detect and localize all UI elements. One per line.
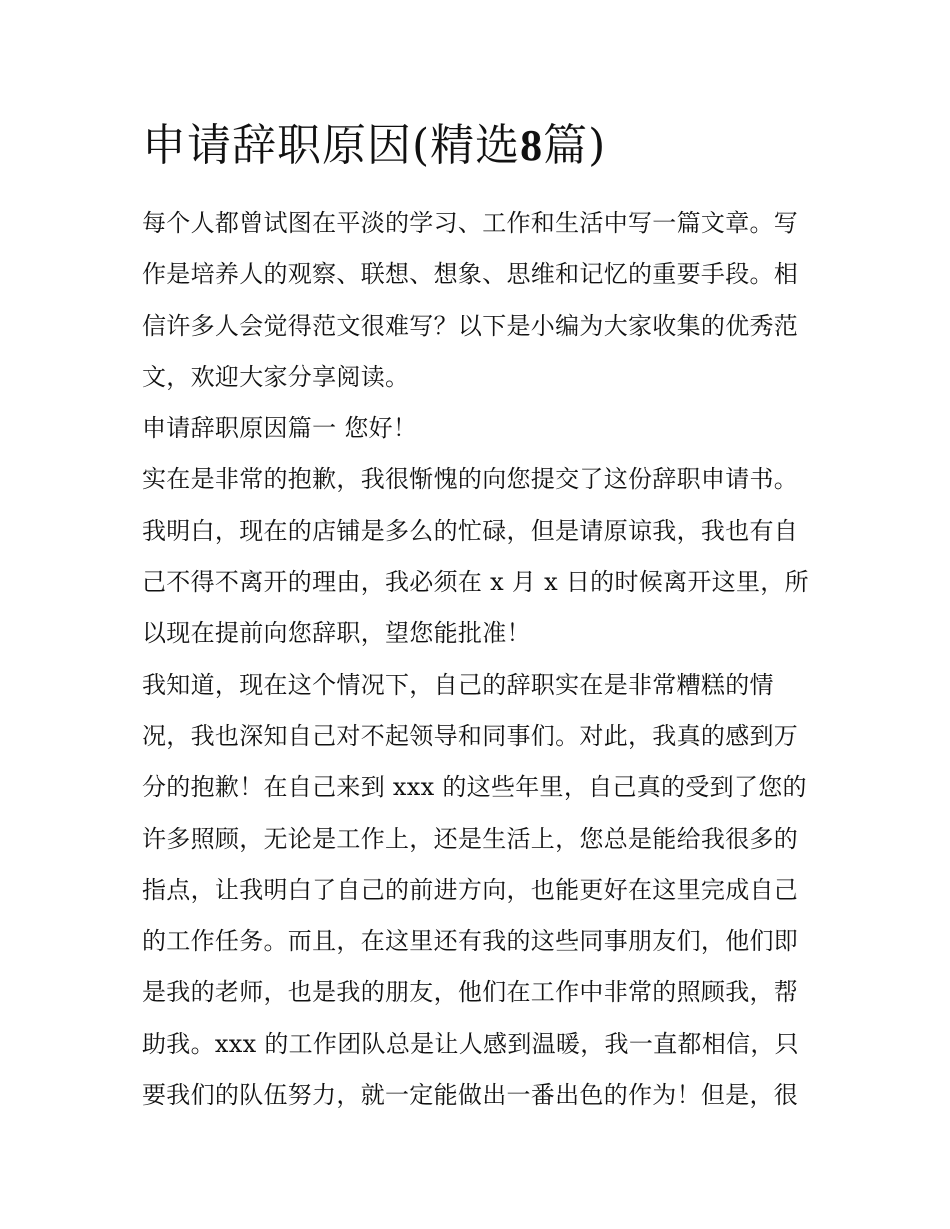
text-line: 作是培养人的观察、联想、想象、思维和记忆的重要手段。相 <box>142 260 799 289</box>
text-line: 文，欢迎大家分享阅读。 <box>142 362 410 391</box>
text-line: 我明白，现在的店铺是多么的忙碌，但是请原谅我，我也有自 <box>142 516 799 545</box>
document-body <box>142 198 822 1121</box>
text-line: 的工作任务。而且，在这里还有我的这些同事朋友们，他们即 <box>142 927 799 956</box>
text-line: 我知道，现在这个情况下，自己的辞职实在是非常糟糕的情 <box>142 670 774 699</box>
text-line: 许多照顾，无论是工作上，还是生活上，您总是能给我很多的 <box>142 824 799 853</box>
section-heading: 申请辞职原因篇一 您好！ <box>142 414 418 443</box>
text-line: 每个人都曾试图在平淡的学习、工作和生活中写一篇文章。写 <box>142 209 799 237</box>
text-line: 助我。xxx 的工作团队总是让人感到温暖，我一直都相信，只 <box>142 1029 799 1058</box>
text-line: 要我们的队伍努力，就一定能做出一番出色的作为！但是，很 <box>142 1081 799 1110</box>
text-line: 分的抱歉！在自己来到 xxx 的这些年里，自己真的受到了您的 <box>142 773 807 802</box>
text-line: 信许多人会觉得范文很难写？以下是小编为大家收集的优秀范 <box>142 311 799 340</box>
title-number: 8 <box>520 121 544 170</box>
text-line: 己不得不离开的理由，我必须在 x 月 x 日的时候离开这里，所 <box>142 568 809 597</box>
page-title <box>142 114 606 178</box>
title-text: 申请辞职原因(精选 <box>142 120 521 171</box>
text-line: 况，我也深知自己对不起领导和同事们。对此，我真的感到万 <box>142 721 799 750</box>
text-line: 以现在提前向您辞职，望您能批准！ <box>142 619 531 648</box>
text-line: 指点，让我明白了自己的前进方向，也能更好在这里完成自己 <box>142 875 799 904</box>
text-line: 实在是非常的抱歉，我很惭愧的向您提交了这份辞职申请书。 <box>142 465 799 494</box>
title-suffix: 篇) <box>543 120 607 171</box>
text-line: 是我的老师，也是我的朋友，他们在工作中非常的照顾我，帮 <box>142 978 799 1007</box>
